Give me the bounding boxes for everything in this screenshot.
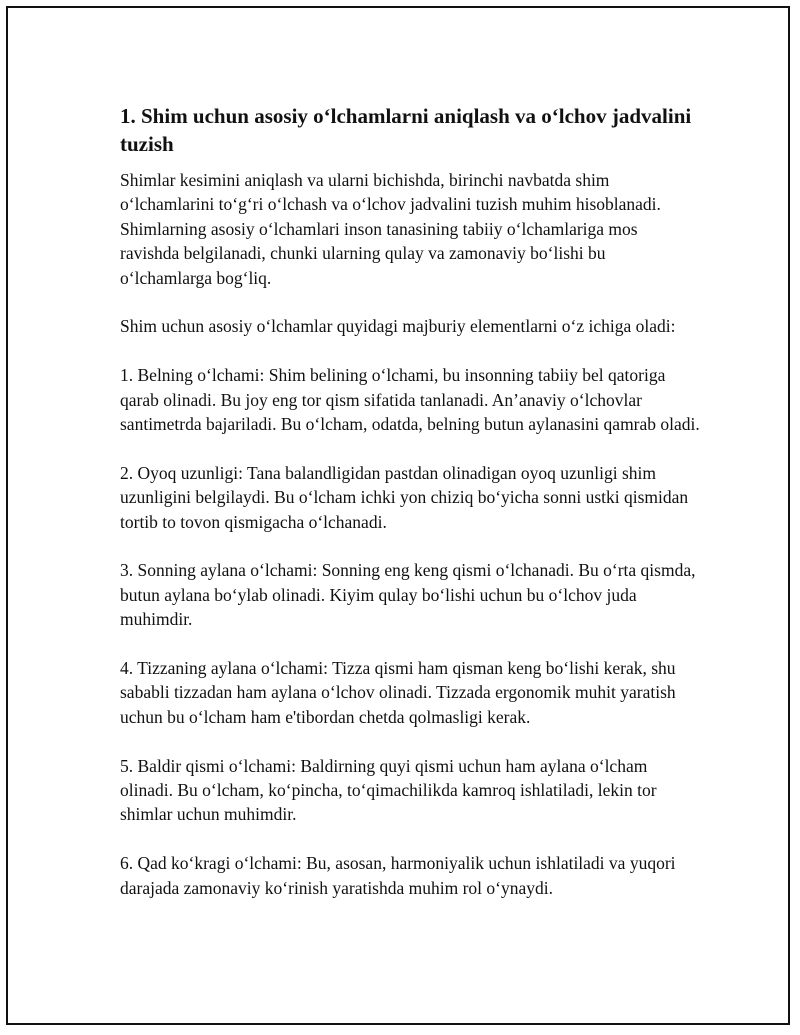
measurement-item-calf: 5. Baldir qismi o‘lchami: Baldirning quyi qismi uchun ham aylana o‘lcham olinadi. Bu o‘lcham, ko‘pincha, to‘qimachilikda kamroq ishlatiladi, lekin tor shimlar uchun muhimdir.	[120, 755, 657, 825]
measurement-item-thigh: 3. Sonning aylana o‘lchami: Sonning eng keng qismi o‘lchanadi. Bu o‘rta qismda, butun aylana bo‘ylab olinadi. Kiyim qulay bo‘lishi uchun bu o‘lchov juda muhimdir.	[120, 560, 696, 630]
section-heading: 1. Shim uchun asosiy o‘lchamlarni aniqlash va o‘lchov jadvalini tuzish	[120, 104, 692, 156]
measurement-item-waist: 1. Belning o‘lchami: Shim belining o‘lchami, bu insonning tabiiy bel qatoriga qarab olinadi. Bu joy eng tor qism sifatida tanlanadi. An’anaviy o‘lchovlar santimetrda bajariladi. Bu o‘lcham, odatda, belning butun aylanasini qamrab oladi.	[120, 365, 700, 435]
document-page	[6, 6, 790, 1025]
intro-paragraph: Shimlar kesimini aniqlash va ularni bichishda, birinchi navbatda shim o‘lchamlarini to‘g‘ri o‘lchash va o‘lchov jadvalini tuzish muhim hisoblanadi. Shimlarning asosiy o‘lchamlari inson tanasining tabiiy o‘lchamlariga mos ravishda belgilanadi, chunki ularning qulay va zamonaviy bo‘lishi bu o‘lchamlarga bog‘liq.	[120, 170, 661, 288]
measurement-item-knee: 4. Tizzaning aylana o‘lchami: Tizza qismi ham qisman keng bo‘lishi kerak, shu sababli tizzadan ham aylana o‘lchov olinadi. Tizzada ergonomik muhit yaratish uchun bu o‘lcham ham e'tibordan chetda qolmasligi kerak.	[120, 658, 676, 727]
document-body	[120, 102, 700, 924]
measurement-item-leg-length: 2. Oyoq uzunligi: Tana balandligidan pastdan olinadigan oyoq uzunligi shim uzunligini belgilaydi. Bu o‘lcham ichki yon chiziq bo‘yicha sonni ustki qismidan tortib to tovon qismigacha o‘lchanadi.	[120, 462, 689, 532]
measurement-item-chest: 6. Qad ko‘kragi o‘lchami: Bu, asosan, harmoniyalik uchun ishlatiladi va yuqori darajada zamonaviy ko‘rinish yaratishda muhim rol o‘ynaydi.	[120, 853, 676, 898]
list-intro-paragraph: Shim uchun asosiy o‘lchamlar quyidagi majburiy elementlarni o‘z ichiga oladi:	[120, 316, 676, 337]
